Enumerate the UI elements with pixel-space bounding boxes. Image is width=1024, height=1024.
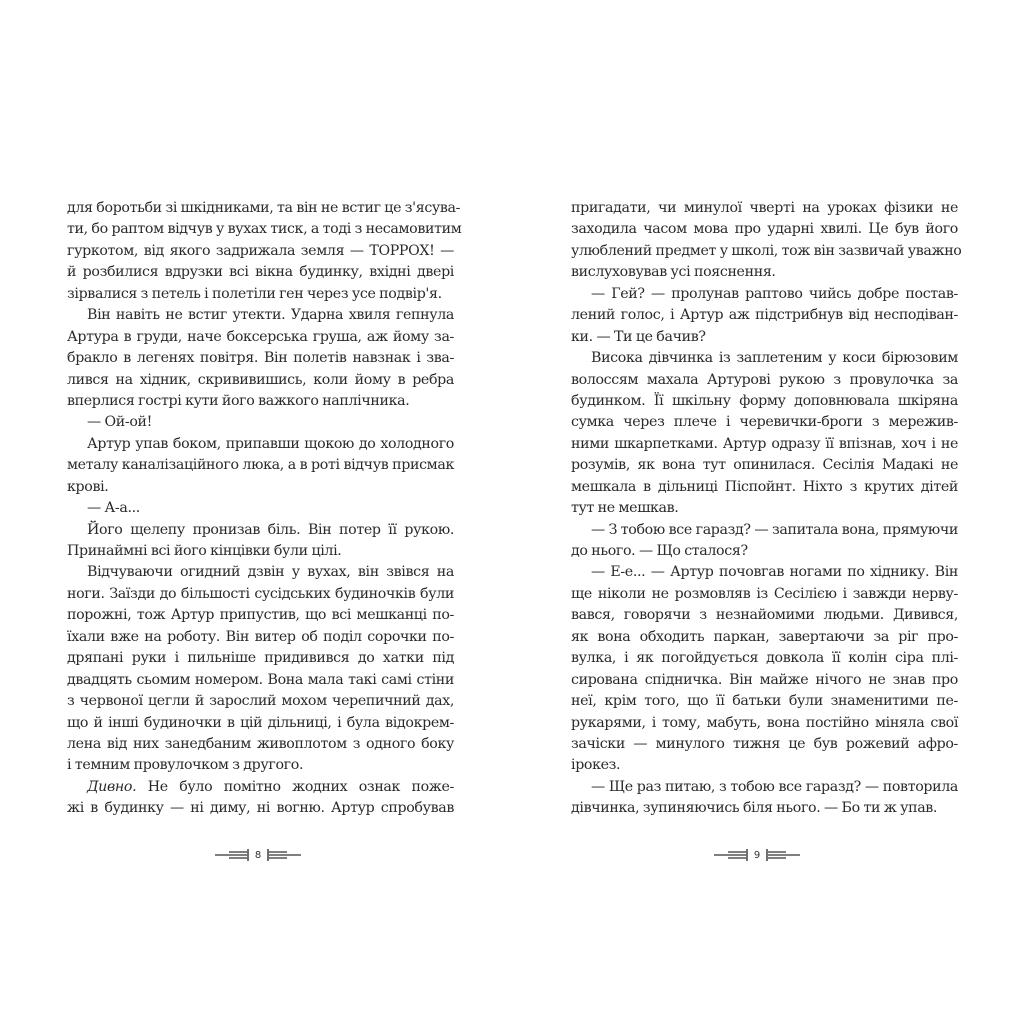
text-line: сумка через плече і черевички-броги з мережив- [571,414,958,431]
folio-ornament-left-icon [215,848,249,862]
left-page-text-column [67,198,462,820]
text-line: з червоної цегли й зарослий мохом черепичний дах, [67,693,454,710]
text-line: вулка, і як погойдується довкола її колін сіра плі- [571,650,958,667]
text-line: зачіски — минулого тижня це був рожевий афро- [571,735,958,752]
text-line: двадцять сьомим номером. Вона мала такі самі стіни [67,671,454,688]
page-number: 9 [753,849,761,861]
text-line: будинком. Її шкільну форму доповнювала шкіряна [571,392,958,409]
text-line: порожні, тож Артур припустив, що всі мешканці по- [67,607,454,624]
right-page [512,0,1024,1024]
text-line: волоссям махала Артурові рукою з провулочка за [571,371,958,388]
text-line: Принаймні всі його кінцівки були цілі. [67,543,342,559]
text-line: металу каналізаційного люка, а в роті відчув присмак [67,457,454,474]
text-line: Артур упав боком, припавши щокою до холодного [87,435,454,452]
text-line: — А-а... [87,500,140,517]
right-page-folio [712,845,802,865]
text-line: — Гей? — пролунав раптово чийсь добре постав- [591,285,958,302]
text-line: лився на хідник, скрививишись, коли йому в ребра [67,371,454,388]
text-line: сирована спідничка. Він майже нічого не знав про [571,671,958,688]
text-line: вислуховував усі пояснення. [571,264,776,281]
text-line: і темним провулочком з другого. [67,757,304,774]
text-line: заходила часом мова про ударні хвилі. Це був його [571,221,958,238]
text-line: — Ой-ой! [87,414,152,431]
folio-ornament-right-icon [267,848,301,862]
text-line: мешкала в дільниці Піспойнт. Ніхто з крутих дітей [571,478,958,495]
text-line: крові. [67,478,109,495]
text-line: ки. — Ти це бачив? [571,328,706,345]
text-line: для боротьби зі шкідниками, та він не встиг це з'ясува- [67,200,461,216]
text-line: тут не мешкав. [571,500,679,517]
text-line: ними шкарпетками. Артур одразу її впізнав, хоч і не [571,435,958,452]
folio-ornament-left-icon [714,848,748,862]
text-line: вперлися гострі кути його важкого наплічника. [67,392,410,409]
text-line: Висока дівчинка із заплетеним у коси бірюзовим [591,350,958,367]
text-line: що й інші будиночки в цій дільниці, і була відокрем- [67,714,454,731]
right-page-text-column [571,198,962,820]
text-line: неї, крім того, що її батьки були знаменитими пе- [571,693,958,710]
text-line: ноги. Заїзди до більшості сусідських будиночків були [67,585,454,602]
text-line: як вона обходить паркан, завертаючи за ріг про- [571,628,958,645]
text-line: дівчинка, зупиняючись біля нього. — Бо ти ж упав. [571,800,938,817]
text-line: Відчуваючи огидний дзвін у вухах, він звівся на [87,564,454,581]
text-line: — Ще раз питаю, з тобою все гаразд? — повторила [591,778,958,795]
text-line: — З тобою все гаразд? — запитала вона, прямуючи [591,521,958,538]
text-line: Він навіть не встиг утекти. Ударна хвиля гепнула [87,307,454,324]
text-line: й розбилися вдрузки всі вікна будинку, вхідні двері [67,264,454,281]
text-line: Його щелепу пронизав біль. Він потер її рукою. [87,521,454,538]
text-line: улюблений предмет у школі, тож він зазвичай уважно [571,242,962,259]
text-line: пригадати, чи минулої чверті на уроках фізики не [571,200,958,216]
text-line: бракло в легенях повітря. Він полетів навзнак і зва- [67,350,454,367]
text-line: ти, бо раптом відчув у вухах тиск, а тоді з несамовитим [67,221,462,238]
left-page-folio [213,845,303,865]
text-line: ірокез. [571,757,621,774]
text-line: їхали вже на роботу. Він витер об поділ сорочки по- [67,628,454,645]
text-line: Дивно. Не було помітно жодних ознак поже- [87,778,454,795]
text-line: дряпані руки і пильніше придивився до хатки під [67,650,454,667]
folio-ornament-right-icon [766,848,800,862]
text-line: лена від них занедбаним живоплотом з одного боку [67,735,454,752]
text-line: вався, говорячи з незнайомими людьми. Дивився, [571,607,958,624]
text-line: жі в будинку — ні диму, ні вогню. Артур спробував [67,800,454,817]
text-line: рукарями, і тому, мабуть, вона постійно міняла свої [571,714,958,731]
text-line: розумів, як вона тут опинилася. Сесілія Мадакі не [571,457,958,474]
text-line: Артура в груди, наче боксерська груша, аж йому за- [67,328,454,345]
text-line: до нього. — Що сталося? [571,543,748,559]
text-line: — Е-е... — Артур почовгав ногами по хіднику. Він [591,564,958,581]
text-line: зірвалися з петель і полетіли ген через усе подвір'я. [67,285,442,302]
text-line: гуркотом, від якого задрижала земля — ТОРРОХ! — [67,242,454,259]
page-number: 8 [254,849,262,861]
text-line: ще ніколи не розмовляв із Сесілією і завжди нерву- [571,585,958,602]
text-line: лений голос, і Артур аж підстрибнув від несподіван- [571,307,958,324]
